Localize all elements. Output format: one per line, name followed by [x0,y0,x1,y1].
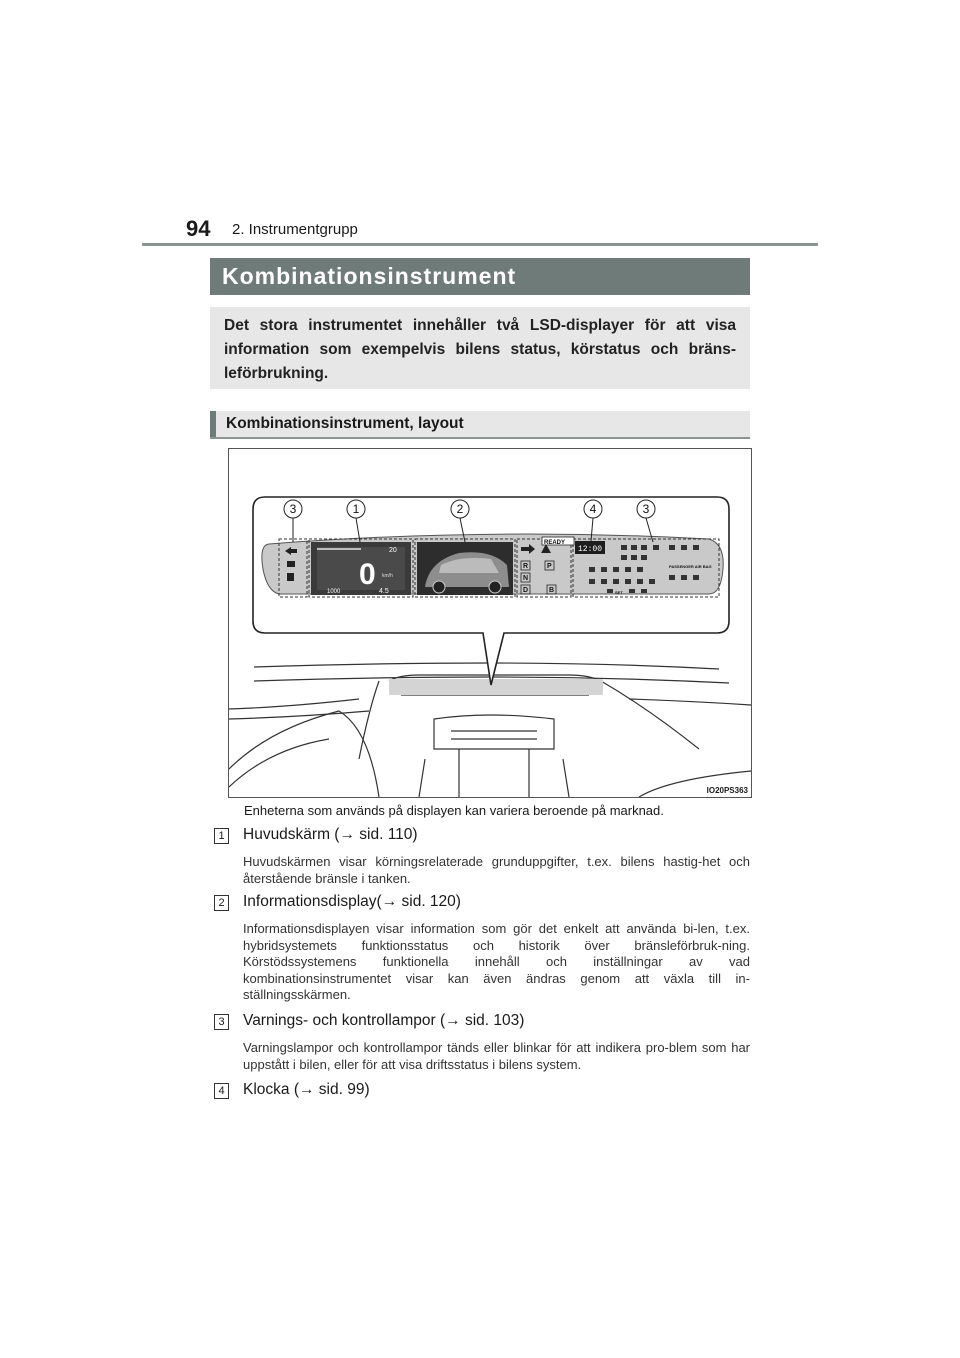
clock-value: 12:00 [578,545,603,554]
item-title: Huvudskärm (→ sid. 110) [243,826,418,843]
warning-lamp-icon [601,579,607,584]
warning-lamp-icon [641,589,647,593]
warning-lamp-icon [637,579,643,584]
warning-lamp-icon [589,567,595,572]
dash-display-strip [389,679,603,695]
warning-lamp-icon [621,555,627,560]
item-description: Huvudskärmen visar körningsrelaterade grunduppgifter, t.ex. bilens hastig-het och återstående bränsle i tanken. [243,854,750,886]
callout-number: 3 [642,502,650,516]
warning-lamp-icon [653,545,659,550]
figure-note: Enheterna som används på displayen kan variera beroende på marknad. [244,803,664,818]
header-rule [142,243,818,246]
item-number: 2 [214,895,229,911]
gear-r: R [523,563,529,570]
speed-value: 0 [359,558,376,591]
item-number: 1 [214,828,229,844]
gear-b: B [549,587,555,594]
warning-lamp-icon [625,567,631,572]
callout-number: 4 [589,502,597,516]
warning-lamp-icon [613,567,619,572]
item-description: Informationsdisplayen visar information som gör det enkelt att använda bi-len, t.ex. hybridsystemets funktionsstatus och historik över bränsleförbruk-ning. Körstödssystemens funktionella innehåll och inställningar av vad kombinationsinstrumentet visar kan även ändras genom att växla till in-ställningsskärmen. [243,921,750,1002]
chapter-title: 2. Instrumentgrupp [232,221,358,238]
instrument-figure [228,448,752,798]
item-title: Varnings- och kontrollampor (→ sid. 103) [243,1012,525,1029]
fuel-pump-icon [287,573,294,581]
warning-lamp-icon [693,575,699,580]
subsection-title: Kombinationsinstrument, layout [226,415,464,432]
callout-number: 2 [456,502,464,516]
item-title: Informationsdisplay(→ sid. 120) [243,893,461,910]
warning-lamp-icon [629,589,635,593]
item-number: 4 [214,1083,229,1099]
warning-lamp-icon [641,545,647,550]
warning-lamp-icon [589,579,595,584]
warning-lamp-icon [607,589,613,593]
warning-lamp-icon [641,555,647,560]
ready-indicator: READY [544,540,566,546]
seatbelt-icon [681,545,687,550]
instrument-illustration [229,449,751,797]
warning-lamp-icon [601,567,607,572]
warning-lamp-icon [631,555,637,560]
gear-n: N [523,575,529,582]
passenger-airbag-label: PASSENGER AIR BAG [669,564,712,569]
subsection-title-bar [210,411,750,439]
page-number: 94 [186,216,211,241]
section-title: Kombinationsinstrument [222,263,517,289]
figure-id: IO20PS363 [706,786,748,795]
warning-lamp-icon [613,579,619,584]
intro-text: Det stora instrumentet innehåller två LSD-displayer för att visa information som exempelvis bilens status, körstatus och bräns-leförbrukning. [224,317,736,382]
set-label: SET [615,590,623,595]
seatbelt-icon [693,545,699,550]
seatbelt-icon [669,545,675,550]
warning-lamp-icon [621,545,627,550]
warning-lamp-icon [669,575,675,580]
warning-lamp-icon [625,579,631,584]
headlight-icon [287,561,295,567]
gear-p: P [547,563,552,570]
item-description: Varningslampor och kontrollampor tänds eller blinkar för att indikera pro-blem som har uppstått i bilen, eller för att visa driftsstatus i bilens system. [243,1040,750,1072]
section-title-bar [210,258,750,295]
warning-lamp-icon [631,545,637,550]
callout-number: 1 [352,502,360,516]
intro-box [210,307,750,389]
warning-lamp-icon [681,575,687,580]
gear-d: D [523,587,529,594]
item-title: Klocka (→ sid. 99) [243,1081,370,1098]
warning-lamp-icon [637,567,643,572]
temp-value: 20 [389,547,397,554]
warning-lamp-icon [649,579,655,584]
callout-number: 3 [289,502,297,516]
speed-unit: km/h [382,573,393,579]
fuel-value: 4.5 [379,588,389,595]
odo-value: 1000 [327,589,341,595]
item-number: 3 [214,1014,229,1030]
